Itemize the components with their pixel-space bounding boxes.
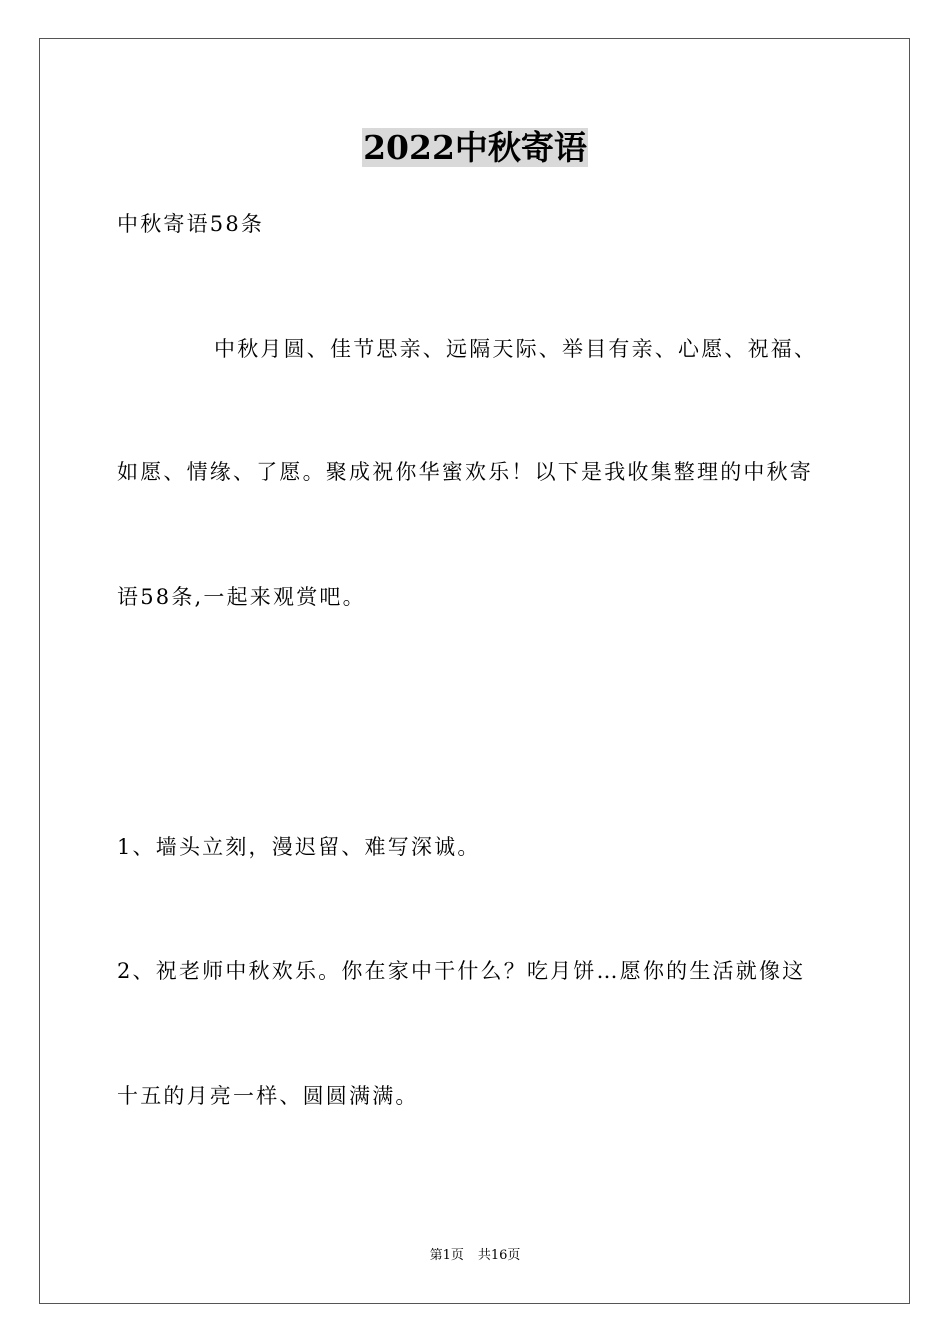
page-footer: [0, 1246, 950, 1266]
intro-line-3: 语58条,一起来观赏吧。: [117, 585, 366, 609]
item-line-1: 1、墙头立刻，漫迟留、难写深诚。: [117, 835, 481, 859]
document-subtitle: 中秋寄语58条: [117, 212, 265, 236]
intro-line-2: 如愿、情缘、了愿。聚成祝你华蜜欢乐！以下是我收集整理的中秋寄: [117, 460, 813, 484]
document-title-text: 2022中秋寄语: [363, 128, 587, 167]
item-line-2: 2、祝老师中秋欢乐。你在家中干什么？吃月饼…愿你的生活就像这: [117, 959, 806, 983]
page-total: 共16页: [477, 1248, 521, 1263]
intro-line-1: 中秋月圆、佳节思亲、远隔天际、举目有亲、心愿、祝福、: [214, 337, 818, 361]
page-current: 第1页: [429, 1248, 464, 1263]
document-title: [0, 126, 950, 170]
item-line-3: 十五的月亮一样、圆圆满满。: [117, 1084, 419, 1108]
